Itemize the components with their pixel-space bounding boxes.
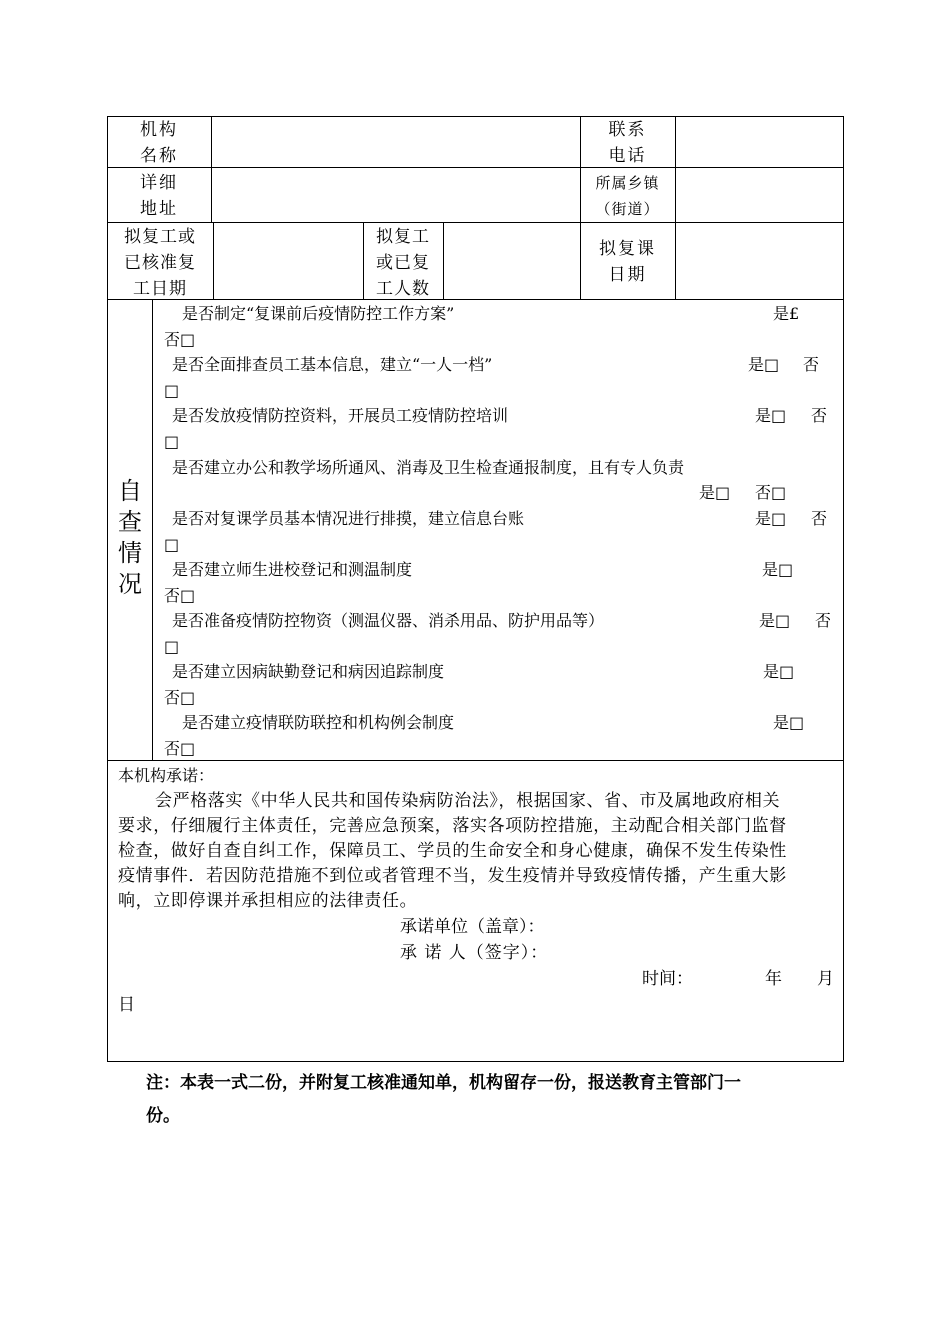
- pledge-line-1: 会严格落实《中华人民共和国传染病防治法》，根据国家、省、市及属地政府相关: [155, 791, 781, 811]
- org-name-label: 机构 名称: [140, 120, 178, 166]
- pledge-time-label: 时间：: [642, 969, 693, 989]
- check-item-8-no[interactable]: 否□: [164, 688, 196, 707]
- check-item-4-text: 是否建立办公和教学场所通风、消毒及卫生检查通报制度，且有专人负责: [172, 458, 685, 477]
- form-note-line-2: 份。: [146, 1106, 180, 1126]
- pledge-year-label: 年: [765, 969, 782, 989]
- township-value[interactable]: [676, 168, 842, 222]
- check-item-9-text: 是否建立疫情联防联控和机构例会制度: [182, 713, 455, 732]
- workers-value[interactable]: [444, 223, 579, 299]
- check-item-2-text: 是否全面排查员工基本信息，建立“一人一档”: [172, 355, 493, 374]
- check-item-5-no-box[interactable]: □: [164, 535, 180, 554]
- check-item-5-no[interactable]: 否: [811, 509, 828, 528]
- pledge-month-label: 月: [817, 969, 834, 989]
- pledge-line-3: 检查，做好自查自纠工作，保障员工、学员的生命安全和身心健康，确保不发生传染性: [118, 841, 787, 861]
- pledge-line-5: 响，立即停课并承担相应的法律责任。: [118, 891, 418, 911]
- check-item-7-no[interactable]: 否: [815, 611, 832, 630]
- pledge-line-4: 疫情事件．若因防范措施不到位或者管理不当，发生疫情并导致疫情传播，产生重大影: [118, 866, 787, 886]
- check-item-4-no[interactable]: 否□: [755, 483, 787, 502]
- resume-date-label: 拟复工或 已核准复 工日期: [124, 227, 196, 299]
- check-item-6-text: 是否建立师生进校登记和测温制度: [172, 560, 413, 579]
- workers-label: 拟复工 或已复 工人数: [376, 227, 430, 299]
- check-item-6-yes[interactable]: 是□: [762, 560, 794, 579]
- check-item-7-text: 是否准备疫情防控物资（测温仪器、消杀用品、防护用品等）: [172, 611, 605, 630]
- table-col-divider-side: [152, 299, 153, 760]
- pledge-unit-label: 承诺单位（盖章）：: [400, 917, 545, 937]
- resume-date-value[interactable]: [214, 223, 362, 299]
- check-item-7-no-box[interactable]: □: [164, 637, 180, 656]
- org-name-value[interactable]: [212, 117, 579, 167]
- check-item-3-no[interactable]: 否: [811, 406, 828, 425]
- check-item-3-yes[interactable]: 是□: [755, 406, 787, 425]
- check-item-4-yes[interactable]: 是□: [699, 483, 731, 502]
- check-item-9-yes[interactable]: 是□: [773, 713, 805, 732]
- phone-label: 联系 电话: [608, 120, 647, 166]
- check-item-1-no[interactable]: 否□: [164, 330, 196, 349]
- check-item-2-yes[interactable]: 是□: [748, 355, 780, 374]
- check-item-6-no[interactable]: 否□: [164, 586, 196, 605]
- table-row-divider-4: [107, 760, 843, 761]
- address-label: 详细 地址: [140, 173, 178, 219]
- class-date-value[interactable]: [676, 223, 842, 299]
- check-item-8-yes[interactable]: 是□: [763, 662, 795, 681]
- check-item-2-no-box[interactable]: □: [164, 381, 180, 400]
- check-item-1-yes[interactable]: 是£: [773, 304, 800, 323]
- pledge-heading: 本机构承诺：: [118, 766, 215, 785]
- check-item-3-no-box[interactable]: □: [164, 432, 180, 451]
- check-item-5-yes[interactable]: 是□: [755, 509, 787, 528]
- table-border-bottom: [107, 1061, 843, 1062]
- township-label: 所属乡镇 （街道）: [595, 174, 660, 218]
- check-item-3-text: 是否发放疫情防控资料，开展员工疫情防控培训: [172, 406, 509, 425]
- check-item-7-yes[interactable]: 是□: [759, 611, 791, 630]
- form-note-line-1: 注：本表一式二份，并附复工核准通知单，机构留存一份，报送教育主管部门一: [146, 1073, 741, 1093]
- self-check-side-label: 自 查 情 况: [118, 477, 142, 598]
- check-item-9-no[interactable]: 否□: [164, 739, 196, 758]
- check-item-8-text: 是否建立因病缺勤登记和病因追踪制度: [172, 662, 445, 681]
- phone-value[interactable]: [676, 117, 842, 167]
- address-value[interactable]: [212, 168, 579, 222]
- check-item-1-text: 是否制定“复课前后疫情防控工作方案”: [182, 304, 455, 323]
- pledge-day-label: 日: [118, 995, 135, 1015]
- class-date-label: 拟复课 日期: [599, 239, 656, 285]
- pledge-line-2: 要求，仔细履行主体责任，完善应急预案，落实各项防控措施，主动配合相关部门监督: [118, 816, 787, 836]
- table-row-divider-3: [107, 299, 843, 300]
- table-border-right: [843, 116, 844, 1062]
- check-item-2-no[interactable]: 否: [803, 355, 820, 374]
- pledge-person-label: 承 诺 人（签字）：: [400, 943, 549, 963]
- check-item-5-text: 是否对复课学员基本情况进行排摸，建立信息台账: [172, 509, 525, 528]
